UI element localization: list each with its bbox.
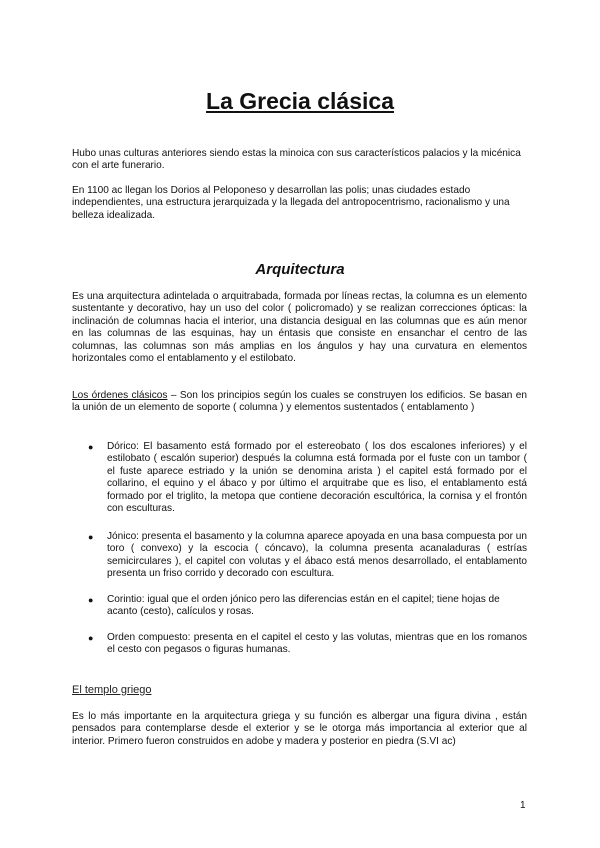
orders-label: Los órdenes clásicos bbox=[72, 390, 168, 401]
architecture-paragraph: Es una arquitectura adintelada o arquitrabada, formada por líneas rectas, la columna es un elemento sustentante y decorativo, hay un uso del color ( policromado) y se realizan correcciones ópticas: la inclinación de columnas hacia el interior, una distancia desigual en las columnas que es aún menor en las columnas de las esquinas, hay un éntasis que consiste en ensanchar el centro de las columnas, las columnas son más amplias en los ángulos y hay una curvatura en elementos horizontales como el entablamento y el estilobato. bbox=[72, 291, 527, 365]
bullet-icon: ● bbox=[88, 633, 94, 643]
list-item-composite: Orden compuesto: presenta en el capitel el cesto y las volutas, mientras que en los romanos el cesto con pegasos o figuras humanas. bbox=[107, 632, 527, 656]
page-number: 1 bbox=[520, 800, 526, 811]
temple-paragraph: Es lo más importante en la arquitectura griega y su función es albergar una figura divina , están pensados para contemplarse desde el exterior y se le otorga más importancia al exterior que al interior. Primero fueron construidos en adobe y madera y posterior en piedra (S.VI ac) bbox=[72, 711, 527, 747]
section-heading-arquitectura: Arquitectura bbox=[255, 261, 345, 278]
bullet-icon: ● bbox=[88, 532, 94, 542]
bullet-icon: ● bbox=[88, 442, 94, 452]
temple-heading: El templo griego bbox=[72, 684, 152, 696]
list-item-corinthian: Corintio: igual que el orden jónico pero las diferencias están en el capitel; tiene hojas de acanto (cesto), calículos y rosas. bbox=[107, 594, 500, 618]
orders-text: – Son los principios según los cuales se construyen los edificios. Se basan en la unión de un elemento de soporte ( columna ) y elementos sustentados ( entablamento ) bbox=[72, 390, 527, 414]
page-title: La Grecia clásica bbox=[206, 88, 394, 114]
intro-paragraph-2: En 1100 ac llegan los Dorios al Peloponeso y desarrollan las polis; unas ciudades estado independientes, una estructura jerarquizada y la llegada del antropocentrismo, racionalismo y una belleza idealizada. bbox=[72, 185, 510, 221]
orders-paragraph bbox=[72, 390, 527, 415]
intro-paragraph-1: Hubo unas culturas anteriores siendo estas la minoica con sus característicos palacios y la micénica con el arte funerario. bbox=[72, 148, 521, 172]
list-item-ionic: Jónico: presenta el basamento y la columna aparece apoyada en una basa compuesta por un toro ( convexo) y la escocia ( cóncavo), la columna presenta acanaladuras ( estrías semicirculares ), el capitel con volutas y el ábaco está menos desarrollado, el entablamento presenta un friso corrido y decorado con escultura. bbox=[107, 531, 527, 580]
list-item-doric: Dórico: El basamento está formado por el estereobato ( los dos escalones inferiores) y el estilobato ( escalón superior) después la columna está formada por el fuste con un tambor ( el fuste aparece estriado y la unión se denomina arista ) el capitel está formado por el collarino, el equino y el ábaco y por último el arquitrabe que es liso, el entablamento está formado por el triglito, la metopa que contiene decoración escultórica, la cornisa y el frontón con esculturas. bbox=[107, 441, 527, 515]
bullet-icon: ● bbox=[88, 595, 94, 605]
